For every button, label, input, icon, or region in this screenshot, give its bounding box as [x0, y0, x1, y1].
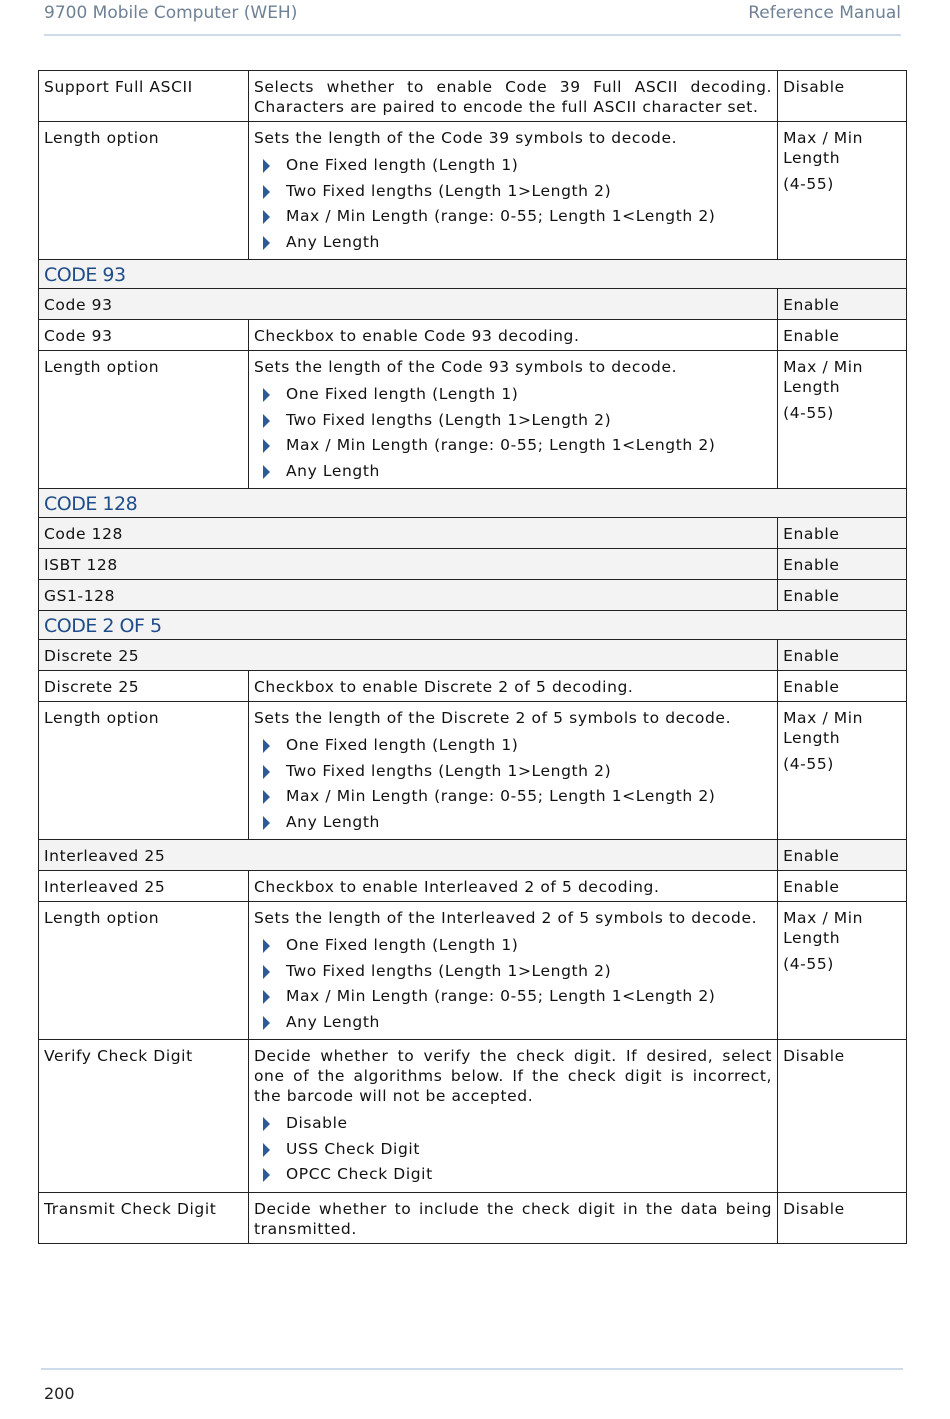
section-title: CODE 93	[39, 260, 907, 289]
default-value-cell	[778, 1040, 907, 1193]
default-value: Max / Min Length	[783, 709, 864, 747]
setting-name: Transmit Check Digit	[39, 1192, 249, 1243]
option-text: USS Check Digit	[285, 1139, 420, 1158]
manual-title: Reference Manual	[748, 3, 901, 23]
triangle-bullet-icon	[263, 159, 270, 173]
option-text: Disable	[285, 1114, 348, 1132]
default-range: (4-55)	[783, 404, 834, 422]
option-list	[254, 933, 772, 1035]
triangle-bullet-icon	[263, 1016, 270, 1030]
option-item	[254, 759, 772, 785]
option-text: Max / Min Length (range: 0-55; Length 1<Length 2)	[285, 987, 716, 1005]
default-value: Disable	[783, 1047, 845, 1065]
triangle-bullet-icon	[263, 465, 270, 479]
setting-row	[39, 871, 907, 902]
group-row	[39, 640, 907, 671]
option-item	[254, 179, 772, 205]
setting-name: Length option	[39, 351, 249, 489]
triangle-bullet-icon	[263, 1117, 270, 1131]
section-header-row	[39, 260, 907, 289]
default-value-cell	[778, 902, 907, 1040]
setting-row	[39, 71, 907, 122]
group-row	[39, 840, 907, 871]
setting-name: Length option	[39, 122, 249, 260]
setting-row	[39, 351, 907, 489]
setting-name: Support Full ASCII	[39, 71, 249, 122]
option-item	[254, 433, 772, 459]
option-item	[254, 933, 772, 959]
setting-name: Verify Check Digit	[39, 1040, 249, 1193]
default-value: Enable	[783, 327, 840, 345]
triangle-bullet-icon	[263, 236, 270, 250]
option-list	[254, 733, 772, 835]
default-value: Enable	[778, 518, 907, 549]
setting-row	[39, 671, 907, 702]
option-list	[254, 382, 772, 484]
option-text: Two Fixed lengths (Length 1>Length 2)	[285, 961, 612, 980]
triangle-bullet-icon	[263, 185, 270, 199]
triangle-bullet-icon	[263, 439, 270, 453]
option-item	[254, 984, 772, 1010]
setting-description: Decide whether to verify the check digit. If desired, select one of the algorithms below. If the check digit is incorrect, the barcode will not be accepted.	[253, 1047, 773, 1105]
option-text: OPCC Check Digit	[285, 1165, 433, 1183]
option-list	[254, 153, 772, 255]
option-text: Two Fixed lengths (Length 1>Length 2)	[285, 761, 612, 780]
default-value: Max / Min Length	[783, 358, 864, 396]
option-item	[254, 408, 772, 434]
option-text: One Fixed length (Length 1)	[285, 936, 519, 954]
section-header-row	[39, 489, 907, 518]
option-item	[254, 1137, 772, 1163]
option-item	[254, 1010, 772, 1036]
default-value: Enable	[783, 678, 840, 696]
option-text: One Fixed length (Length 1)	[285, 736, 519, 754]
setting-description-cell	[248, 351, 777, 489]
setting-description-cell	[248, 122, 777, 260]
setting-row	[39, 702, 907, 840]
triangle-bullet-icon	[263, 739, 270, 753]
default-value: Max / Min Length	[783, 129, 864, 167]
setting-description: Sets the length of the Discrete 2 of 5 symbols to decode.	[253, 709, 732, 727]
default-value: Enable	[783, 878, 840, 896]
setting-description: Sets the length of the Code 93 symbols to decode.	[253, 358, 678, 376]
default-value-cell	[778, 71, 907, 122]
setting-row	[39, 1040, 907, 1193]
document-title: 9700 Mobile Computer (WEH)	[44, 3, 298, 23]
settings-table-body	[39, 71, 907, 1244]
triangle-bullet-icon	[263, 210, 270, 224]
setting-description-cell	[248, 702, 777, 840]
triangle-bullet-icon	[263, 388, 270, 402]
option-text: Two Fixed lengths (Length 1>Length 2)	[285, 410, 612, 429]
setting-description: Checkbox to enable Discrete 2 of 5 decoding.	[253, 678, 634, 696]
setting-description: Sets the length of the Interleaved 2 of 5 symbols to decode.	[253, 909, 758, 927]
default-value: Enable	[778, 840, 907, 871]
section-title: CODE 2 OF 5	[39, 611, 907, 640]
group-row	[39, 580, 907, 611]
page-number: 200	[44, 1384, 75, 1403]
option-item	[254, 153, 772, 179]
setting-description-cell	[248, 320, 777, 351]
option-text: Any Length	[285, 812, 380, 831]
setting-row	[39, 320, 907, 351]
page-header	[44, 0, 901, 36]
option-text: Max / Min Length (range: 0-55; Length 1<Length 2)	[285, 207, 716, 225]
group-name: ISBT 128	[39, 549, 778, 580]
default-value: Disable	[783, 1199, 845, 1218]
setting-description: Checkbox to enable Code 93 decoding.	[253, 327, 580, 345]
triangle-bullet-icon	[263, 790, 270, 804]
default-value-cell	[778, 1192, 907, 1243]
setting-description: Checkbox to enable Interleaved 2 of 5 decoding.	[253, 878, 660, 896]
default-value-cell	[778, 320, 907, 351]
triangle-bullet-icon	[263, 414, 270, 428]
option-item	[254, 810, 772, 836]
option-item	[254, 382, 772, 408]
option-item	[254, 459, 772, 485]
setting-name: Length option	[39, 702, 249, 840]
option-item	[254, 204, 772, 230]
setting-description-cell	[248, 1040, 777, 1193]
settings-table	[38, 70, 907, 1244]
option-text: Max / Min Length (range: 0-55; Length 1<Length 2)	[285, 787, 716, 805]
group-row	[39, 518, 907, 549]
section-header-row	[39, 611, 907, 640]
setting-description-cell	[248, 902, 777, 1040]
setting-name: Code 93	[39, 320, 249, 351]
triangle-bullet-icon	[263, 965, 270, 979]
group-row	[39, 289, 907, 320]
triangle-bullet-icon	[263, 816, 270, 830]
option-item	[254, 230, 772, 256]
default-range: (4-55)	[783, 175, 834, 193]
default-value: Enable	[778, 289, 907, 320]
option-item	[254, 784, 772, 810]
setting-description: Sets the length of the Code 39 symbols to decode.	[253, 129, 678, 147]
group-name: Discrete 25	[39, 640, 778, 671]
setting-row	[39, 1192, 907, 1243]
group-name: GS1-128	[39, 580, 778, 611]
option-item	[254, 959, 772, 985]
setting-name: Discrete 25	[39, 671, 249, 702]
option-text: Any Length	[285, 461, 380, 480]
setting-description: Decide whether to include the check digit in the data being transmitted.	[253, 1199, 773, 1238]
option-text: Max / Min Length (range: 0-55; Length 1<Length 2)	[285, 436, 716, 454]
triangle-bullet-icon	[263, 765, 270, 779]
setting-row	[39, 902, 907, 1040]
option-item	[254, 1111, 772, 1137]
default-value-cell	[778, 871, 907, 902]
default-value: Disable	[783, 78, 845, 96]
default-value-cell	[778, 702, 907, 840]
setting-name: Length option	[39, 902, 249, 1040]
option-text: Any Length	[285, 232, 380, 251]
group-row	[39, 549, 907, 580]
group-name: Interleaved 25	[39, 840, 778, 871]
triangle-bullet-icon	[263, 1168, 270, 1182]
option-text: Any Length	[285, 1012, 380, 1031]
default-value: Enable	[778, 549, 907, 580]
triangle-bullet-icon	[263, 1143, 270, 1157]
option-list	[254, 1111, 772, 1188]
default-range: (4-55)	[783, 955, 834, 973]
default-value-cell	[778, 671, 907, 702]
option-text: One Fixed length (Length 1)	[285, 385, 519, 403]
default-value: Enable	[778, 580, 907, 611]
section-title: CODE 128	[39, 489, 907, 518]
option-text: One Fixed length (Length 1)	[285, 156, 519, 174]
page-footer	[41, 1368, 903, 1403]
triangle-bullet-icon	[263, 939, 270, 953]
default-value: Enable	[778, 640, 907, 671]
triangle-bullet-icon	[263, 990, 270, 1004]
default-value: Max / Min Length	[783, 909, 864, 947]
default-value-cell	[778, 122, 907, 260]
setting-name: Interleaved 25	[39, 871, 249, 902]
option-item	[254, 733, 772, 759]
setting-description: Selects whether to enable Code 39 Full ASCII decoding. Characters are paired to encode the full ASCII character set.	[253, 78, 773, 116]
group-name: Code 128	[39, 518, 778, 549]
setting-description-cell	[248, 1192, 777, 1243]
default-range: (4-55)	[783, 755, 834, 773]
group-name: Code 93	[39, 289, 778, 320]
setting-description-cell	[248, 71, 777, 122]
setting-row	[39, 122, 907, 260]
option-text: Two Fixed lengths (Length 1>Length 2)	[285, 181, 612, 200]
option-item	[254, 1162, 772, 1188]
setting-description-cell	[248, 871, 777, 902]
setting-description-cell	[248, 671, 777, 702]
default-value-cell	[778, 351, 907, 489]
